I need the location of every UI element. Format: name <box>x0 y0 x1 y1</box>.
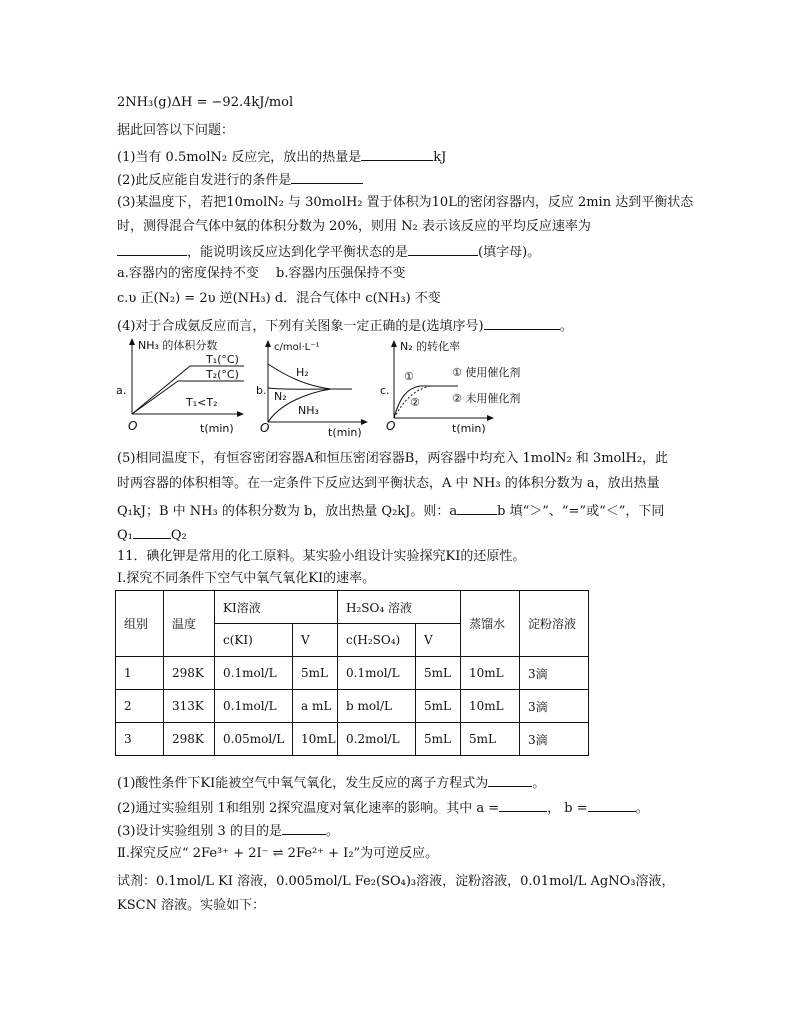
graph-c-legend-1: ① 使用催化剂 <box>452 366 521 379</box>
cell-starch: 3滴 <box>520 723 589 756</box>
t1-text: (1)酸性条件下KI能被空气中氧气氧化，发生反应的离子方程式为 <box>117 776 489 791</box>
q5-q2-label: Q₂ <box>170 528 187 543</box>
header-ki-solution: KI溶液 <box>215 591 338 624</box>
cell-c-h2so4: b mol/L <box>338 690 416 723</box>
question-3-line-1: (3)某温度下，若把10molN₂ 与 30molH₂ 置于体积为10L的密闭容器内，反应 2min 达到平衡状态 <box>117 195 694 210</box>
cell-v-ki: 5mL <box>293 657 338 690</box>
graph-b-y-arrow <box>265 340 271 347</box>
cell-v-h2so4: 5mL <box>416 657 461 690</box>
answer-blank[interactable] <box>361 146 433 161</box>
q4-text: (4)对于合成氨反应而言，下列有关图象一定正确的是(选填序号) <box>117 319 484 334</box>
cell-group: 1 <box>116 657 164 690</box>
experiment-table <box>115 590 589 756</box>
graph-c-tag: c. <box>380 384 390 397</box>
header-distilled-water: 蒸馏水 <box>461 591 520 657</box>
graph-a-tag: a. <box>116 384 127 397</box>
table-header-row <box>116 591 589 624</box>
t2-mid: ， b = <box>547 801 588 816</box>
graph-b-ylabel: c/mol·L⁻¹ <box>274 342 320 353</box>
part-1-title: Ⅰ.探究不同条件下空气中氧气氧化KI的速率。 <box>117 571 376 586</box>
q4-end: 。 <box>559 319 573 334</box>
header-group: 组别 <box>116 591 164 657</box>
question-5-line-1: (5)相同温度下，有恒容密闭容器A和恒压密闭容器B，两容器中均充入 1molN₂ 和 3molH₂，此 <box>117 451 669 466</box>
graph-a-t1-label: T₁(°C) <box>206 353 239 366</box>
table-row <box>116 723 589 756</box>
table-question-3 <box>117 820 339 841</box>
question-5-line-3 <box>117 500 664 521</box>
cell-c-ki: 0.1mol/L <box>215 657 293 690</box>
answer-blank[interactable] <box>484 315 560 330</box>
question-11-title: 11．碘化钾是常用的化工原料。某实验小组设计实验探究KI的还原性。 <box>117 549 526 564</box>
t2-text: (2)通过实验组别 1和组别 2探究温度对氧化速率的影响。其中 a = <box>117 801 500 816</box>
graph-a <box>114 336 254 438</box>
cell-v-ki: 10mL <box>293 723 338 756</box>
graph-b-curve-h2 <box>268 364 352 389</box>
header-c-h2so4: c(H₂SO₄) <box>338 624 416 657</box>
q2-text: (2)此反应能自发进行的条件是 <box>117 173 292 188</box>
cell-c-ki: 0.1mol/L <box>215 690 293 723</box>
cell-c-ki: 0.05mol/L <box>215 723 293 756</box>
graph-b <box>256 336 376 438</box>
graph-c-ylabel: N₂ 的转化率 <box>400 340 461 353</box>
header-v-ki: V <box>293 624 338 657</box>
question-1 <box>117 146 446 167</box>
reagents-line-2: KSCN 溶液。实验如下： <box>117 898 266 913</box>
table-question-2 <box>117 797 649 818</box>
question-5-line-4 <box>117 524 187 545</box>
graph-c-xlabel: t(min) <box>452 422 486 435</box>
question-3-options-cd: c.υ 正(N₂) = 2υ 逆(NH₃) d．混合气体中 c(NH₃) 不变 <box>117 291 441 306</box>
graph-c-legend-2: ② 未用催化剂 <box>452 392 521 405</box>
cell-water: 5mL <box>461 723 520 756</box>
q5-post-text: b 填“＞”、“=”或“＜”，下同 <box>497 504 665 519</box>
graph-a-xlabel: t(min) <box>200 422 234 435</box>
t1-end: 。 <box>532 776 546 791</box>
graph-a-condition: T₁<T₂ <box>186 396 218 409</box>
answer-blank[interactable] <box>588 797 636 812</box>
q5-q1-label: Q₁ <box>117 528 133 543</box>
graph-a-x-arrow <box>237 411 244 417</box>
graph-b-origin: O <box>260 421 270 435</box>
question-3-line-3 <box>117 241 540 262</box>
cell-group: 3 <box>116 723 164 756</box>
reagents-line-1: 试剂：0.1mol/L KI 溶液，0.005mol/L Fe₂(SO₄)₃溶液，淀粉溶液，0.01mol/L AgNO₃溶液， <box>117 874 675 889</box>
t3-end: 。 <box>325 824 339 839</box>
header-temperature: 温度 <box>164 591 215 657</box>
graph-b-nh3-label: NH₃ <box>298 404 319 417</box>
graph-a-y-arrow <box>129 338 135 345</box>
header-starch-solution: 淀粉溶液 <box>520 591 589 657</box>
answer-blank[interactable] <box>291 169 363 184</box>
question-2 <box>117 169 363 190</box>
graph-c-y-arrow <box>391 340 397 347</box>
cell-v-h2so4: 5mL <box>416 723 461 756</box>
question-5-line-2: 时两容器的体积相等。在一定条件下反应达到平衡状态，A 中 NH₃ 的体积分数为 a，放出热量 <box>117 476 660 491</box>
graph-c-marker-2: ② <box>410 396 420 409</box>
table-question-1 <box>117 772 545 793</box>
header-c-ki: c(KI) <box>215 624 293 657</box>
intro-text: 据此回答以下问题： <box>117 123 235 138</box>
cell-temperature: 313K <box>164 690 215 723</box>
graph-b-tag: b. <box>256 384 267 397</box>
answer-blank[interactable] <box>117 241 187 256</box>
cell-group: 2 <box>116 690 164 723</box>
cell-c-h2so4: 0.1mol/L <box>338 657 416 690</box>
t3-text: (3)设计实验组别 3 的目的是 <box>117 824 282 839</box>
graph-c <box>378 336 538 438</box>
graph-b-h2-label: H₂ <box>296 366 309 379</box>
q5-pre-text: Q₁kJ；B 中 NH₃ 的体积分数为 b，放出热量 Q₂kJ。则：a <box>117 504 458 519</box>
cell-c-h2so4: 0.2mol/L <box>338 723 416 756</box>
cell-v-h2so4: 5mL <box>416 690 461 723</box>
question-3-options-ab: a.容器内的密度保持不变 b.容器内压强保持不变 <box>117 266 406 281</box>
q3-post-text: (填字母)。 <box>478 245 541 260</box>
equation-line: 2NH₃(g)ΔH = −92.4kJ/mol <box>117 95 294 110</box>
q1-unit: kJ <box>433 150 447 165</box>
question-3-line-2: 时，测得混合气体中氨的体积分数为 20%，则用 N₂ 表示该反应的平均反应速率为 <box>117 219 591 234</box>
part-2-title: Ⅱ.探究反应“ 2Fe³⁺ + 2I⁻ ⇌ 2Fe²⁺ + I₂”为可逆反应。 <box>117 846 439 861</box>
answer-blank[interactable] <box>408 241 478 256</box>
graph-c-x-arrow <box>487 415 494 421</box>
graph-a-origin: O <box>128 419 138 433</box>
q1-text: (1)当有 0.5molN₂ 反应完，放出的热量是 <box>117 150 362 165</box>
header-h2so4-solution: H₂SO₄ 溶液 <box>338 591 461 624</box>
graph-a-ylabel: NH₃ 的体积分数 <box>138 339 218 352</box>
cell-water: 10mL <box>461 690 520 723</box>
cell-v-ki: a mL <box>293 690 338 723</box>
graph-c-marker-1: ① <box>404 370 414 383</box>
q3-mid-text: ，能说明该反应达到化学平衡状态的是 <box>187 245 409 260</box>
graph-a-t2-label: T₂(°C) <box>206 368 239 381</box>
graph-b-n2-label: N₂ <box>274 390 287 403</box>
cell-water: 10mL <box>461 657 520 690</box>
graph-b-x-arrow <box>361 419 368 425</box>
graph-c-origin: O <box>386 419 396 433</box>
table-row <box>116 690 589 723</box>
cell-starch: 3滴 <box>520 690 589 723</box>
answer-blank[interactable] <box>499 797 547 812</box>
answer-blank[interactable] <box>282 820 326 835</box>
answer-blank[interactable] <box>457 500 497 515</box>
cell-temperature: 298K <box>164 723 215 756</box>
answer-blank[interactable] <box>133 524 171 539</box>
graph-c-curve-catalyst <box>394 386 458 418</box>
cell-starch: 3滴 <box>520 657 589 690</box>
cell-temperature: 298K <box>164 657 215 690</box>
table-row <box>116 657 589 690</box>
question-4 <box>117 315 573 336</box>
answer-blank[interactable] <box>488 772 532 787</box>
graph-b-xlabel: t(min) <box>328 426 362 438</box>
t2-end: 。 <box>635 801 649 816</box>
header-v-h2so4: V <box>416 624 461 657</box>
